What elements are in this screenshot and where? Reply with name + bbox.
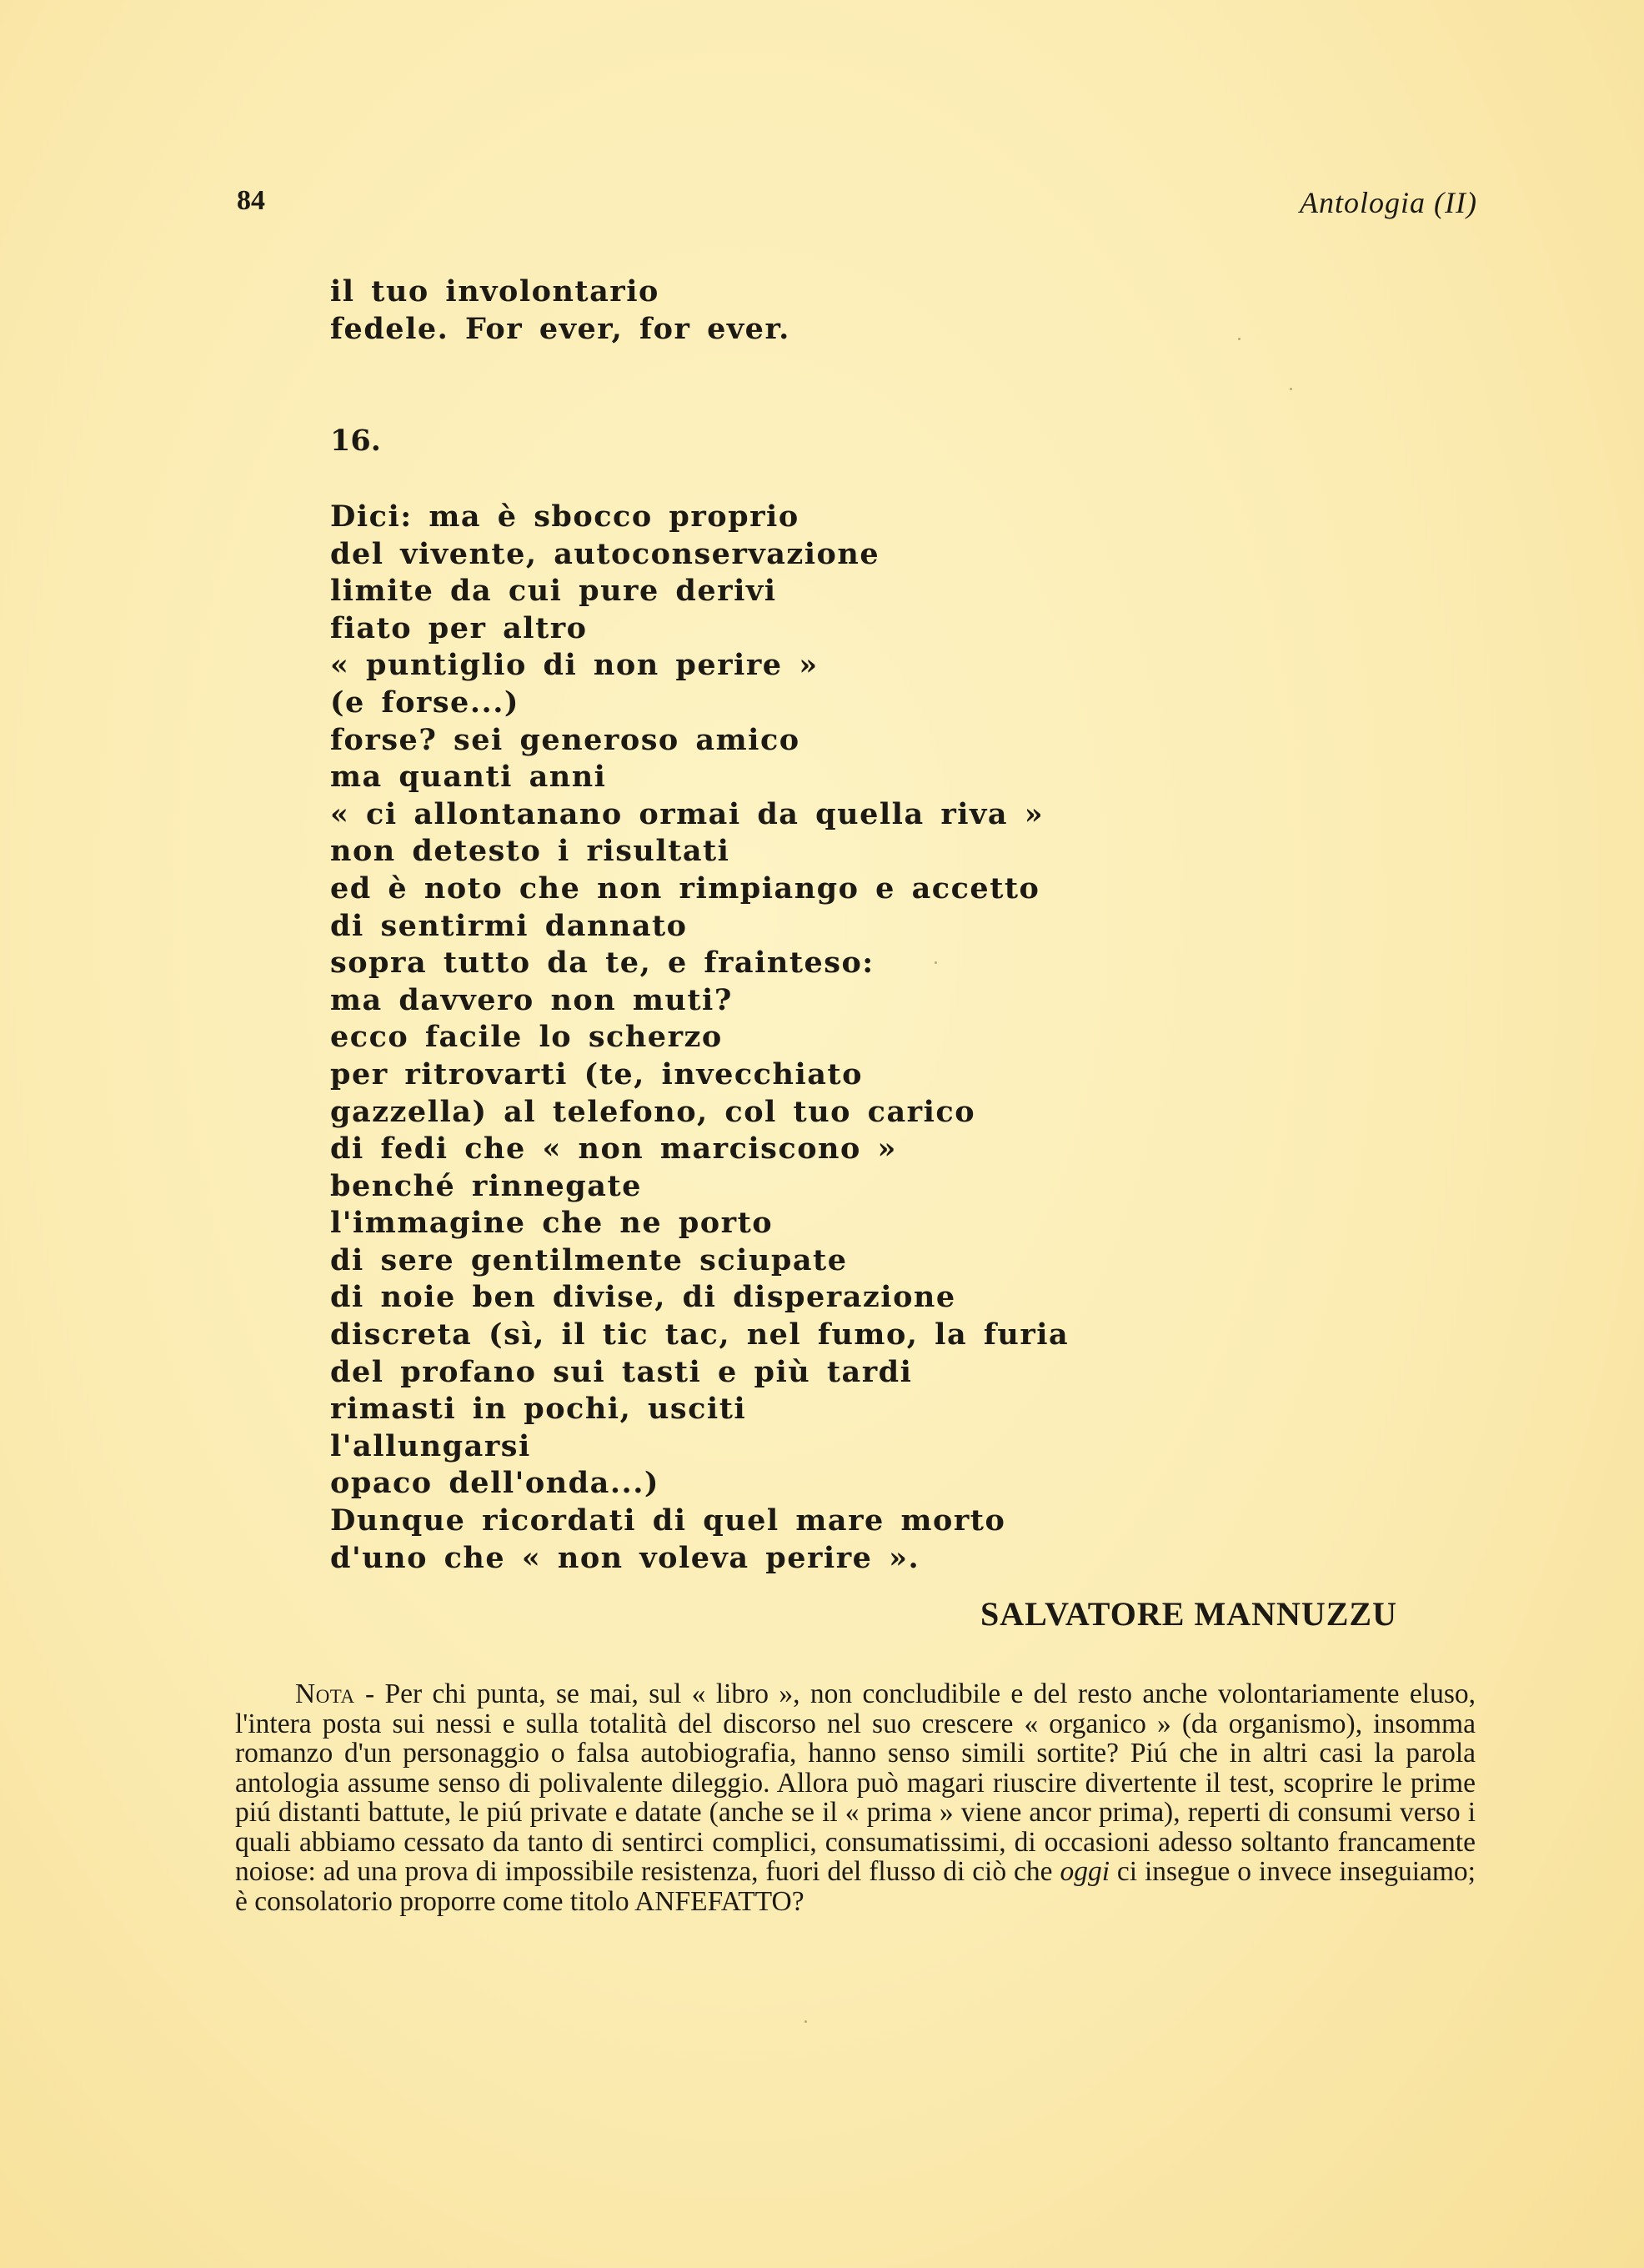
paper-speck — [935, 961, 937, 964]
poem-line: del vivente, autoconservazione — [330, 536, 880, 571]
poem-number: 16. — [330, 424, 381, 458]
poem-line: fiato per altro — [330, 610, 588, 645]
poem-line: d'uno che « non voleva perire ». — [330, 1540, 920, 1575]
poem-line: « ci allontanano ormai da quella riva » — [330, 796, 1045, 831]
author-signature: SALVATORE MANNUZZU — [980, 1595, 1397, 1633]
poem-line: ma davvero non muti? — [330, 982, 733, 1017]
poem-line: « puntiglio di non perire » — [330, 648, 819, 683]
paper-speck — [1238, 338, 1241, 340]
page-number: 84 — [237, 185, 265, 216]
poem-line: ecco facile lo scherzo — [330, 1020, 723, 1055]
poem-line: Dici: ma è sbocco proprio — [330, 499, 799, 534]
poem-line: benché rinnegate — [330, 1168, 642, 1203]
note-label: Nota — [295, 1678, 355, 1709]
poem-line: del profano sui tasti e più tardi — [330, 1354, 913, 1389]
poem-line: per ritrovarti (te, invecchiato — [330, 1056, 863, 1091]
poem-line: di sere gentilmente sciupate — [330, 1242, 848, 1277]
poem-line: di sentirmi dannato — [330, 908, 688, 943]
poem-line: il tuo involontario — [330, 274, 659, 309]
note-emphasis: oggi — [1060, 1856, 1110, 1887]
poem-line: limite da cui pure derivi — [330, 574, 777, 609]
poem-line: forse? sei generoso amico — [330, 722, 800, 757]
poem-line: l'immagine che ne porto — [330, 1206, 774, 1241]
paper-speck — [1290, 388, 1292, 390]
running-title: Antologia (II) — [1300, 186, 1477, 219]
poem-line: ma quanti anni — [330, 760, 607, 795]
editorial-note — [235, 1679, 1476, 1916]
poem-line: l'allungarsi — [330, 1428, 531, 1463]
note-text: - Per chi punta, se mai, sul « libro », non concludibile e del resto anche volontariamente eluso, l'intera posta sui nessi e sulla totalità del discorso nel suo crescere « organico » (da organismo), insomma romanzo d'un personaggio o falsa autobiografia, hanno senso simili sortite? Piú che in altri casi la parola antologia assume senso di polivalente dileggio. Allora può magari riuscire divertente il test, scoprire le prime piú distanti battute, le piú private e datate (anche se il « prima » viene ancor prima), reperti di consumi verso i quali abbiamo cessato da tanto di sentirci complici, consumatissimi, di occasioni adesso soltanto francamente noiose: ad una prova di impossibile resistenza, fuori del flusso di ciò che — [235, 1678, 1476, 1887]
poem-line: discreta (sì, il tic tac, nel fumo, la furia — [330, 1317, 1070, 1352]
poem-line: ed è noto che non rimpiango e accetto — [330, 871, 1040, 906]
poem-body — [330, 499, 1247, 1577]
poem-line: fedele. For ever, for ever. — [330, 311, 790, 346]
poem-line: (e forse...) — [330, 685, 519, 720]
poem-line: opaco dell'onda...) — [330, 1466, 659, 1501]
poem-line: Dunque ricordati di quel mare morto — [330, 1503, 1006, 1538]
poem-line: rimasti in pochi, usciti — [330, 1392, 747, 1427]
poem-line: sopra tutto da te, e frainteso: — [330, 946, 875, 981]
poem-continuation — [330, 273, 1247, 348]
poem-line: di fedi che « non marciscono » — [330, 1131, 897, 1167]
paper-speck — [804, 2020, 807, 2023]
poem-line: di noie ben divise, di disperazione — [330, 1280, 956, 1315]
poem-line: gazzella) al telefono, col tuo carico — [330, 1094, 976, 1129]
note-text-end: ci insegue o invece inseguiamo; è consolatorio proporre come titolo ANFEFATTO? — [235, 1856, 1476, 1917]
poem-line: non detesto i risultati — [330, 834, 730, 869]
